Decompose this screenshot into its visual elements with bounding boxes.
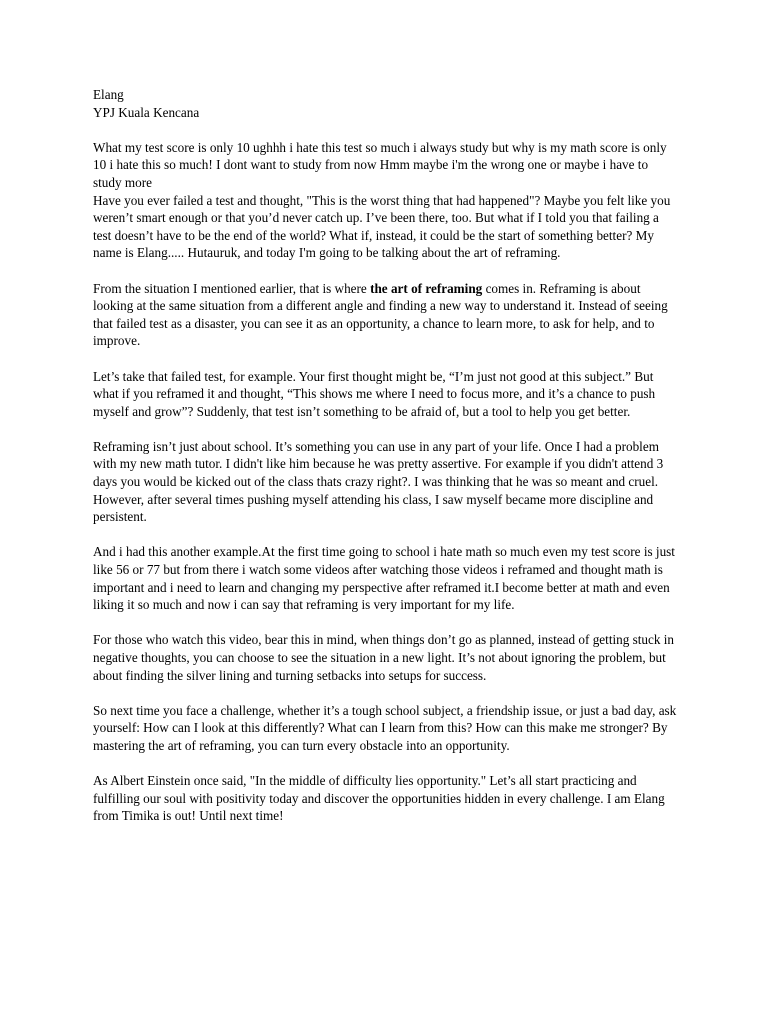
document-header [93,86,677,121]
bold-phrase: the art of reframing [370,280,483,296]
author-name: Elang [93,87,124,102]
paragraph-math-tutor: Reframing isn’t just about school. It’s something you can use in any part of your life. Once I had a problem with my new math tutor. I didn't like him because he was pretty assertive. For example if you didn't attend 3 days you would be kicked out of the class thats crazy right?. I was thinking that he was so meant and cruel. However, after several times pushing myself attending his class, I saw myself became more discipline and persistent. [93,438,664,525]
paragraph-closing: As Albert Einstein once said, "In the middle of difficulty lies opportunity." Let’s all start practicing and fulfilling our soul with positivity today and discover the opportunities hidden in every challenge. I am Elang from Timika is out! Until next time! [93,773,665,824]
paragraph-intro-complaint: What my test score is only 10 ughhh i hate this test so much i always study but why is my math score is only 10 i hate this so much! I dont want to study from now Hmm maybe i'm the wrong one or maybe i have to study more [93,139,667,190]
paragraph-another-example: And i had this another example.At the first time going to school i hate math so much even my test score is just like 56 or 77 but from there i watch some videos after watching those videos i reframed and thought math is important and i need to learn and changing my perspective after reframed it.I become better at math and even liking it so much and now i can say that reframing is very important for my life. [93,544,675,613]
paragraph-reframing-definition [93,280,677,350]
paragraph-text: From the situation I mentioned earlier, that is where [93,280,371,296]
paragraph-next-challenge: So next time you face a challenge, whether it’s a tough school subject, a friendship issue, or just a bad day, ask yourself: How can I look at this differently? What can I learn from this? How can this make me stronger? By mastering the art of reframing, you can turn every obstacle into an opportunity. [93,702,677,753]
paragraph-intro-question: Have you ever failed a test and thought, "This is the worst thing that had happened"? Maybe you felt like you weren’t smart enough or that you’d never catch up. I’ve been there, too. But what if I told you that failing a test doesn’t have to be the end of the world? What if, instead, it could be the start of something better? My name is Elang..... Hutauruk, and today I'm going to be talking about the art of reframing. [93,192,671,261]
paragraph-advice: For those who watch this video, bear this in mind, when things don’t go as planned, instead of getting stuck in negative thoughts, you can choose to see the situation in a new light. It’s not about ignoring the problem, but about finding the silver lining and turning setbacks into setups for success. [93,632,675,683]
paragraph-text: comes in. Reframing is about looking at the same situation from a different angle and finding a new way to understand it. Instead of seeing that failed test as a disaster, you can see it as an opportunity, a chance to learn more, to ask for help, and to improve. [93,280,668,349]
paragraph-failed-test-example: Let’s take that failed test, for example. Your first thought might be, “I’m just not good at this subject.” But what if you reframed it and thought, “This shows me where I need to focus more, and it’s a chance to push myself and grow”? Suddenly, that test isn’t something to be afraid of, but a tool to help you get better. [93,368,656,419]
document-body [93,86,677,843]
school-name: YPJ Kuala Kencana [93,104,200,120]
